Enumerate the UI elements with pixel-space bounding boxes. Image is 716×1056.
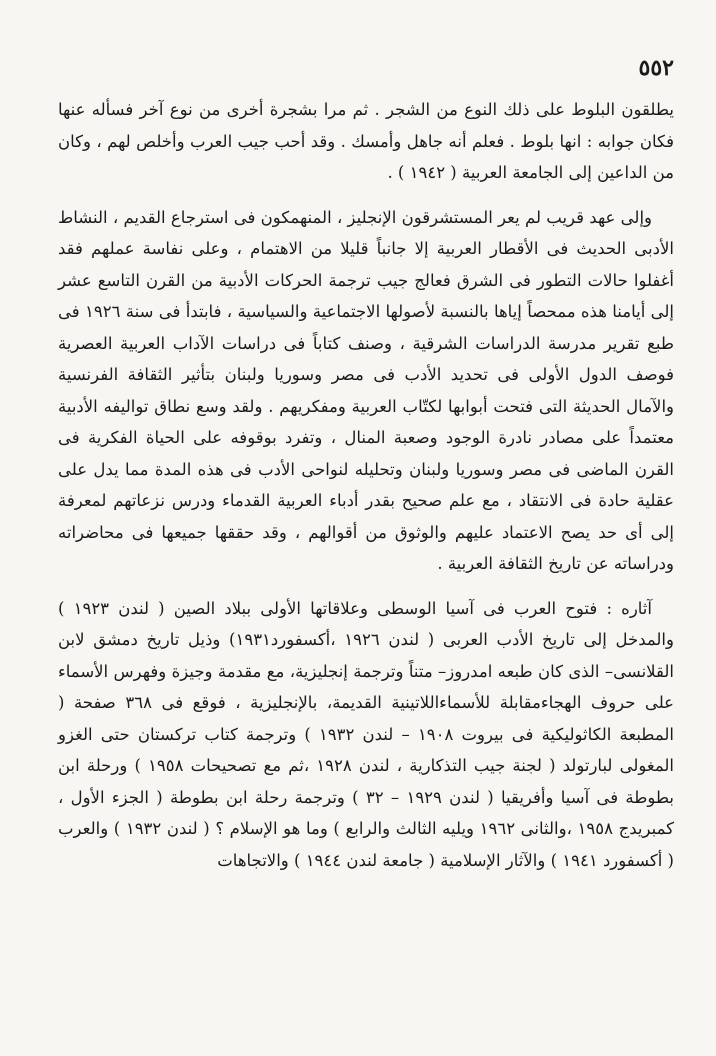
body-text — [58, 94, 674, 876]
paragraph-works — [58, 593, 674, 877]
paragraph-works-text: آثاره : فتوح العرب فى آسيا الوسطى وعلاقاتها الأولى ببلاد الصين ( لندن ١٩٢٣ ) والمدخل إلى تاريخ الأدب العربى ( لندن ١٩٢٦ ،أكسفورد١٩٣١) وذيل تاريخ دمشق لابن القلانسى– الذى كان طبعه امدروز– متناً وترجمة إنجليزية، مع مقدمة وجيزة وفهرس الأسماء على حروف الهجاءمقابلة للأسماءاللاتينية القديمة، بالإنجليزية ، فوقع فى ٣٦٨ صفحة ( المطبعة الكاثوليكية فى بيروت ١٩٠٨ – لندن ١٩٣٢ ) وترجمة كتاب تركستان حتى الغزو المغولى لبارتولد ( لجنة جيب التذكارية ، لندن ١٩٢٨ ،ثم مع تصحيحات ١٩٥٨ ) ورحلة ابن بطوطة فى آسيا وأفريقيا ( لندن ١٩٢٩ – ٣٢ ) وترجمة رحلة ابن بطوطة ( الجزء الأول ، كمبريدج ١٩٥٨ ،والثانى ١٩٦٢ ويليه الثالث والرابع ) وما هو الإسلام ؟ ( لندن ١٩٣٢ ) والعرب ( أكسفورد ١٩٤١ ) والآثار الإسلامية ( جامعة لندن ١٩٤٤ ) والاتجاهات — [58, 598, 674, 870]
page-number: ٥٥٢ — [638, 55, 674, 81]
paragraph-continuation: يطلقون البلوط على ذلك النوع من الشجر . ثم مرا بشجرة أخرى من نوع آخر فسأله عنها فكان جوابه : انها بلوط . فعلم أنه جاهل وأمسك . وقد أحب جيب العرب وأخلص لهم ، وكان من الداعين إلى الجامعة العربية ( ١٩٤٢ ) . — [58, 100, 674, 182]
book-page — [58, 52, 674, 1042]
paragraph-orientalists-text: وإلى عهد قريب لم يعر المستشرقون الإنجليز ، المنهمكون فى استرجاع القديم ، النشاط الأدبى الحديث فى الأقطار العربية إلا جانباً قليلا من الاهتمام ، وعلى نفاسة عملهم فقد أغفلوا حالات التطور فى الشرق فعالج جيب ترجمة الحركات الأدبية من القرن التاسع عشر إلى أيامنا هذه ممحصاً إياها بالنسبة لأصولها الاجتماعية والسياسية ، فابتدأ فى سنة ١٩٢٦ فى طبع تقرير مدرسة الدراسات الشرقية ، وصنف كتاباً فى دراسات الآداب العربية العصرية فوصف الدول الأولى فى تحديد الأدب فى مصر وسوريا ولبنان بتأثير الثقافة الفرنسية والآمال الحديثة التى فتحت أبوابها لكتّاب العربية ومفكريهم . ولقد وسع نطاق تواليفه الأدبية معتمداً على مصادر نادرة الوجود وصعبة المنال ، وتفرد بوقوفه على الحياة الفكرية فى القرن الماضى فى مصر وسوريا ولبنان وتحليله لنواحى الأدب فى هذه المدة مما يدل على عقلية حادة فى الانتقاد ، مع علم صحيح بقدر أدباء العربية القدماء ودرس نزعاتهم لمعرفة إلى أى حد يصح الاعتماد عليهم والوثوق من أقوالهم ، وقد حققها جميعها فى محاضراته ودراساته عن تاريخ الثقافة العربية . — [58, 207, 675, 573]
paragraph-orientalists — [58, 202, 674, 580]
